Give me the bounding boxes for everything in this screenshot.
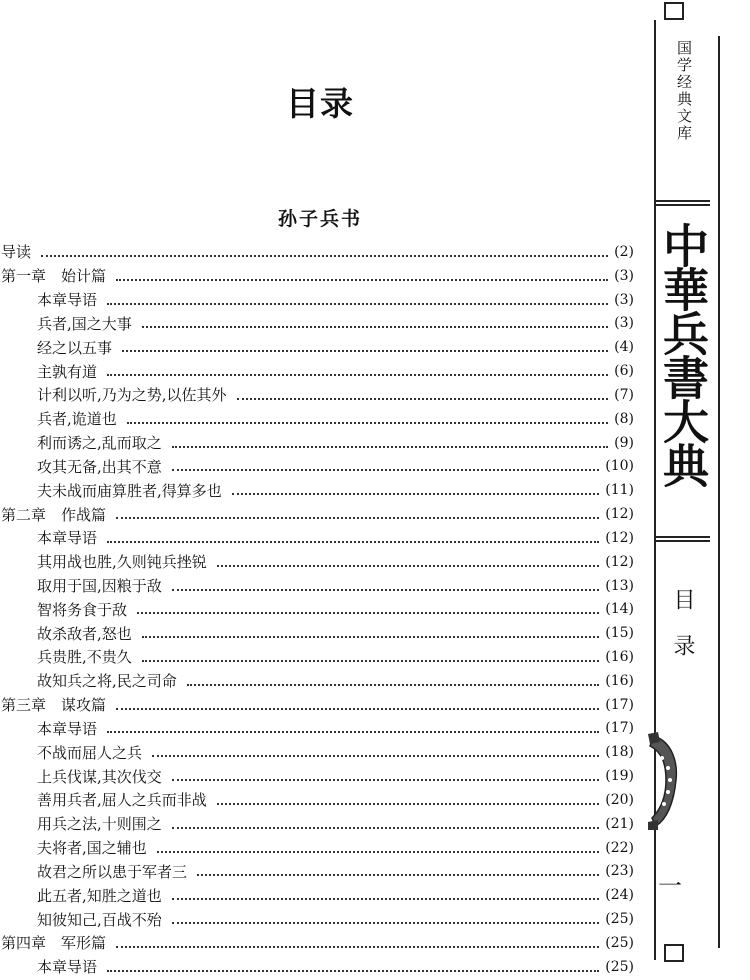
lower-double-rule xyxy=(656,536,710,542)
toc-entry-title: 取用于国,因粮于敌 xyxy=(37,577,162,595)
toc-dot-leader xyxy=(107,970,599,972)
toc-section-row xyxy=(0,717,634,741)
toc-dot-leader xyxy=(116,279,608,281)
toc-dot-leader xyxy=(197,874,599,876)
series-name: 国学经典文库 xyxy=(675,40,693,142)
toc-entry-title: 故君之所以患于军者三 xyxy=(37,862,188,881)
toc-entry-title: 故知兵之将,民之司命 xyxy=(37,672,177,691)
toc-section-row xyxy=(0,955,634,979)
toc-section-row xyxy=(0,836,634,860)
toc-entry-title: 兵者,诡道也 xyxy=(37,410,117,429)
toc-page-number: (17) xyxy=(605,696,634,713)
toc-dot-leader xyxy=(127,422,608,424)
toc-entry-title: 其用战也胜,久则钝兵挫锐 xyxy=(37,553,207,572)
toc-entry-title: 经之以五事 xyxy=(37,338,113,357)
toc-page-number: (25) xyxy=(605,958,634,975)
toc-section-row xyxy=(0,526,634,550)
toc-dot-leader xyxy=(217,565,599,567)
toc-page-number: (17) xyxy=(605,720,634,737)
toc-dot-leader xyxy=(107,303,608,305)
toc-entry-title: 此五者,知胜之道也 xyxy=(37,886,162,905)
toc-page-number: (12) xyxy=(605,506,634,523)
toc-page-number: (16) xyxy=(605,672,634,689)
book-title: 孙子兵书 xyxy=(277,208,362,230)
toc-page-number: (15) xyxy=(605,625,634,642)
toc-dot-leader xyxy=(116,946,599,948)
toc-chapter-row xyxy=(0,502,634,526)
main-title: 中華兵書大典 xyxy=(656,222,710,486)
toc-page-number: (19) xyxy=(605,768,634,785)
toc-entry-title: 智将务食于敌 xyxy=(37,600,128,619)
toc-entry-title: 第二章 作战篇 xyxy=(1,505,107,524)
toc-page-number: (21) xyxy=(605,815,634,832)
page-title: 目录 xyxy=(286,84,354,123)
toc-page-number: (3) xyxy=(614,315,634,332)
table-of-contents xyxy=(0,240,634,979)
toc-dot-leader xyxy=(217,803,599,805)
toc-entry-title: 不战而屈人之兵 xyxy=(37,743,143,762)
toc-dot-leader xyxy=(107,374,608,376)
toc-entry-title: 本章导语 xyxy=(37,719,98,738)
toc-entry-title: 本章导语 xyxy=(37,291,98,310)
toc-entry-title: 本章导语 xyxy=(37,529,98,548)
toc-page-number: (18) xyxy=(605,744,634,761)
toc-page-number: (14) xyxy=(605,601,634,618)
toc-page-number: (8) xyxy=(614,410,634,427)
frame-right-line xyxy=(718,36,720,948)
toc-dot-leader xyxy=(152,755,599,757)
toc-section-row xyxy=(0,311,634,335)
toc-entry-title: 第一章 始计篇 xyxy=(1,267,107,286)
toc-page-number: (12) xyxy=(605,553,634,570)
jade-dragon-ornament xyxy=(646,728,680,832)
toc-page-number: (4) xyxy=(614,339,634,356)
toc-dot-leader xyxy=(172,898,599,900)
toc-dot-leader xyxy=(172,827,599,829)
toc-section-row xyxy=(0,621,634,645)
toc-dot-leader xyxy=(157,851,599,853)
toc-page-number: (10) xyxy=(605,458,634,475)
toc-section-row xyxy=(0,740,634,764)
toc-section-row xyxy=(0,288,634,312)
toc-chapter-row xyxy=(0,264,634,288)
toc-dot-leader xyxy=(116,517,599,519)
toc-page-number: (7) xyxy=(614,386,634,403)
toc-page-number: (12) xyxy=(605,529,634,546)
folio-number: 一 xyxy=(658,872,682,900)
toc-section-row xyxy=(0,335,634,359)
toc-dot-leader xyxy=(107,541,599,543)
frame-bottom-knob xyxy=(664,944,684,962)
toc-chapter-row xyxy=(0,240,634,264)
toc-entry-title: 第三章 谋攻篇 xyxy=(1,696,107,715)
toc-entry-title: 上兵伐谋,其次伐交 xyxy=(37,767,162,786)
toc-section-row xyxy=(0,812,634,836)
toc-section-row xyxy=(0,383,634,407)
toc-page-number: (24) xyxy=(605,887,634,904)
toc-section-row xyxy=(0,478,634,502)
toc-dot-leader xyxy=(232,493,599,495)
toc-dot-leader xyxy=(172,589,599,591)
section-label: 目录 xyxy=(670,588,695,680)
toc-entry-title: 主孰有道 xyxy=(37,362,98,381)
frame-top-knob xyxy=(664,2,684,20)
toc-entry-title: 兵贵胜,不贵久 xyxy=(37,648,132,667)
toc-section-row xyxy=(0,407,634,431)
toc-dot-leader xyxy=(172,779,599,781)
toc-page-number: (11) xyxy=(605,482,634,499)
toc-dot-leader xyxy=(137,612,599,614)
toc-entry-title: 第四章 军形篇 xyxy=(1,934,107,953)
toc-dot-leader xyxy=(172,469,599,471)
toc-entry-title: 计利以听,乃为之势,以佐其外 xyxy=(37,386,227,405)
upper-double-rule xyxy=(656,200,710,206)
toc-page-number: (9) xyxy=(614,434,634,451)
toc-entry-title: 善用兵者,屈人之兵而非战 xyxy=(37,791,207,810)
toc-dot-leader xyxy=(122,350,608,352)
toc-page-number: (23) xyxy=(605,863,634,880)
toc-page-number: (3) xyxy=(614,267,634,284)
toc-page-number: (13) xyxy=(605,577,634,594)
toc-entry-title: 导读 xyxy=(1,243,32,262)
toc-entry-title: 故杀敌者,怒也 xyxy=(37,624,132,643)
toc-section-row xyxy=(0,645,634,669)
toc-page-number: (2) xyxy=(614,243,634,260)
toc-section-row xyxy=(0,764,634,788)
toc-page-number: (6) xyxy=(614,363,634,380)
toc-dot-leader xyxy=(142,636,599,638)
toc-page-number: (20) xyxy=(605,791,634,808)
toc-section-row xyxy=(0,597,634,621)
toc-page-number: (22) xyxy=(605,839,634,856)
toc-dot-leader xyxy=(107,731,599,733)
toc-entry-title: 攻其无备,出其不意 xyxy=(37,457,162,476)
toc-section-row xyxy=(0,574,634,598)
toc-section-row xyxy=(0,883,634,907)
toc-page-number: (16) xyxy=(605,648,634,665)
toc-section-row xyxy=(0,860,634,884)
toc-section-row xyxy=(0,431,634,455)
side-panel xyxy=(648,0,750,980)
toc-dot-leader xyxy=(237,398,609,400)
toc-dot-leader xyxy=(41,255,608,257)
toc-page-number: (25) xyxy=(605,934,634,951)
toc-dot-leader xyxy=(142,660,599,662)
toc-entry-title: 本章导语 xyxy=(37,958,98,977)
toc-section-row xyxy=(0,788,634,812)
toc-dot-leader xyxy=(187,684,599,686)
toc-entry-title: 知彼知己,百战不殆 xyxy=(37,910,162,929)
toc-entry-title: 用兵之法,十则围之 xyxy=(37,815,162,834)
toc-section-row xyxy=(0,359,634,383)
toc-dot-leader xyxy=(172,446,608,448)
toc-chapter-row xyxy=(0,931,634,955)
toc-dot-leader xyxy=(142,326,608,328)
toc-entry-title: 夫将者,国之辅也 xyxy=(37,839,147,858)
toc-section-row xyxy=(0,454,634,478)
toc-entry-title: 利而诱之,乱而取之 xyxy=(37,434,162,453)
toc-dot-leader xyxy=(116,708,599,710)
toc-page-number: (3) xyxy=(614,291,634,308)
toc-dot-leader xyxy=(172,922,599,924)
toc-section-row xyxy=(0,907,634,931)
toc-section-row xyxy=(0,550,634,574)
toc-section-row xyxy=(0,669,634,693)
toc-entry-title: 夫未战而庙算胜者,得算多也 xyxy=(37,481,222,500)
toc-entry-title: 兵者,国之大事 xyxy=(37,314,132,333)
toc-chapter-row xyxy=(0,693,634,717)
toc-page-number: (25) xyxy=(605,911,634,928)
